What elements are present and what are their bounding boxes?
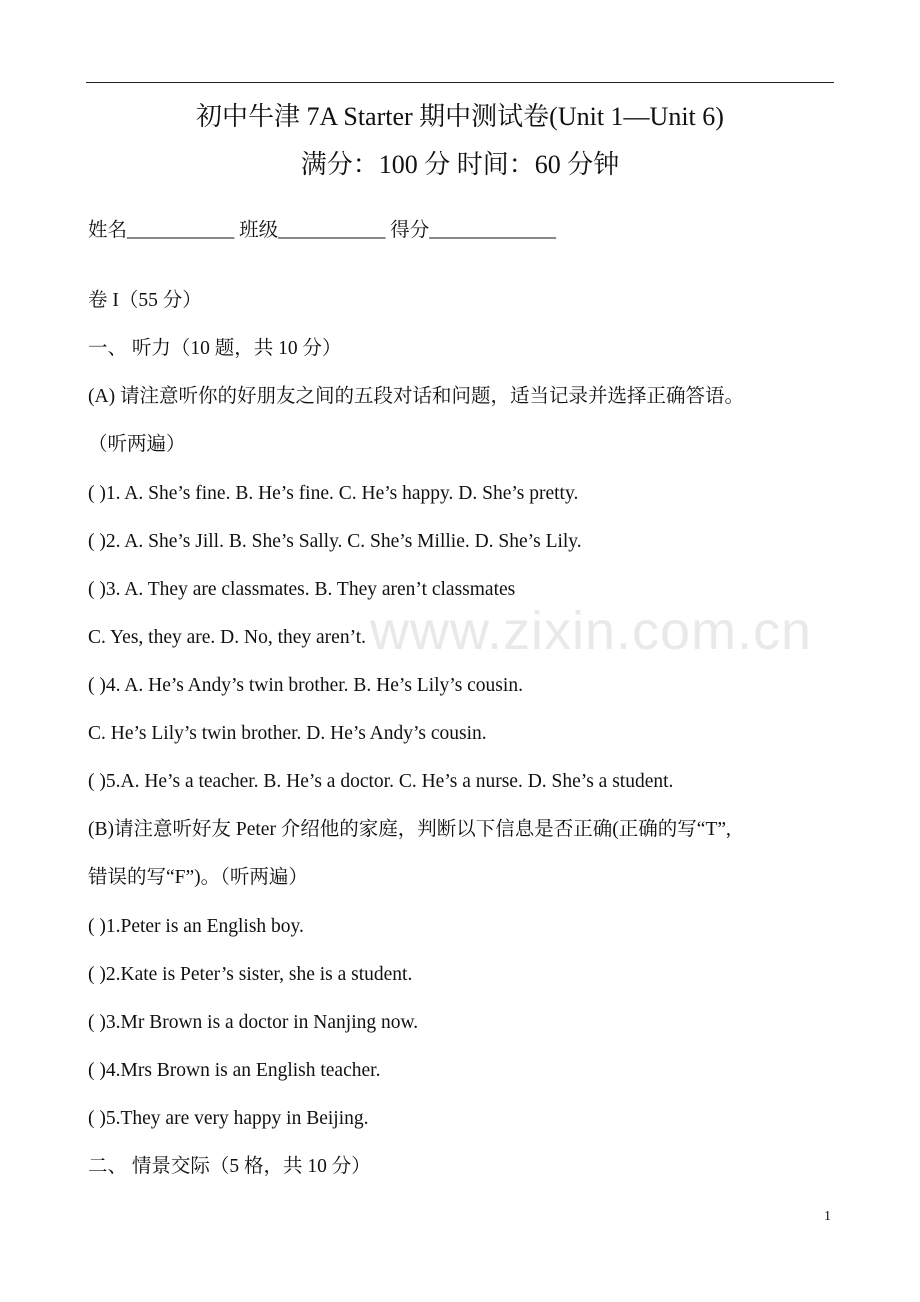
question-line: ( )1. A. She’s fine. B. He’s fine. C. He’s happy. D. She’s pretty. <box>88 483 579 504</box>
question-line: ( )2.Kate is Peter’s sister, she is a student. <box>88 964 413 985</box>
document-subtitle: 满分：100 分 时间：60 分钟 <box>300 150 620 179</box>
question-line: ( )4.Mrs Brown is an English teacher. <box>88 1060 381 1081</box>
document-title: 初中牛津 7A Starter 期中测试卷(Unit 1—Unit 6) <box>196 102 724 131</box>
question-line: ( )5.A. He’s a teacher. B. He’s a doctor. C. He’s a nurse. D. She’s a student. <box>88 771 674 792</box>
student-info-line: 姓名___________ 班级___________ 得分_____________ <box>88 220 557 241</box>
partB-instruction: (B)请注意听好友 Peter 介绍他的家庭，判断以下信息是否正确(正确的写“T”, <box>88 819 731 840</box>
question-line: ( )5.They are very happy in Beijing. <box>88 1108 369 1129</box>
partA-instruction-cont: （听两遍） <box>88 434 186 455</box>
question-line: ( )4. A. He’s Andy’s twin brother. B. He’s Lily’s cousin. <box>88 675 523 696</box>
question-line: ( )3. A. They are classmates. B. They aren’t classmates <box>88 579 516 600</box>
partB-instruction-cont: 错误的写“F”)。（听两遍） <box>88 867 308 888</box>
section2-heading: 二、 情景交际（5 格，共 10 分） <box>88 1156 371 1177</box>
page-number: 1 <box>824 1209 831 1224</box>
question-line: C. He’s Lily’s twin brother. D. He’s Andy’s cousin. <box>88 723 487 744</box>
volume-heading: 卷 I（55 分） <box>88 290 202 311</box>
question-line: ( )3.Mr Brown is a doctor in Nanjing now. <box>88 1012 419 1033</box>
partA-instruction: (A) 请注意听你的好朋友之间的五段对话和问题，适当记录并选择正确答语。 <box>88 386 744 407</box>
top-rule <box>86 82 834 83</box>
question-line: ( )1.Peter is an English boy. <box>88 916 304 937</box>
question-line: C. Yes, they are. D. No, they aren’t. <box>88 627 367 648</box>
question-line: ( )2. A. She’s Jill. B. She’s Sally. C. She’s Millie. D. She’s Lily. <box>88 531 582 552</box>
watermark: www.zixin.com.cn <box>370 601 813 661</box>
section1-heading: 一、 听力（10 题，共 10 分） <box>88 338 342 359</box>
